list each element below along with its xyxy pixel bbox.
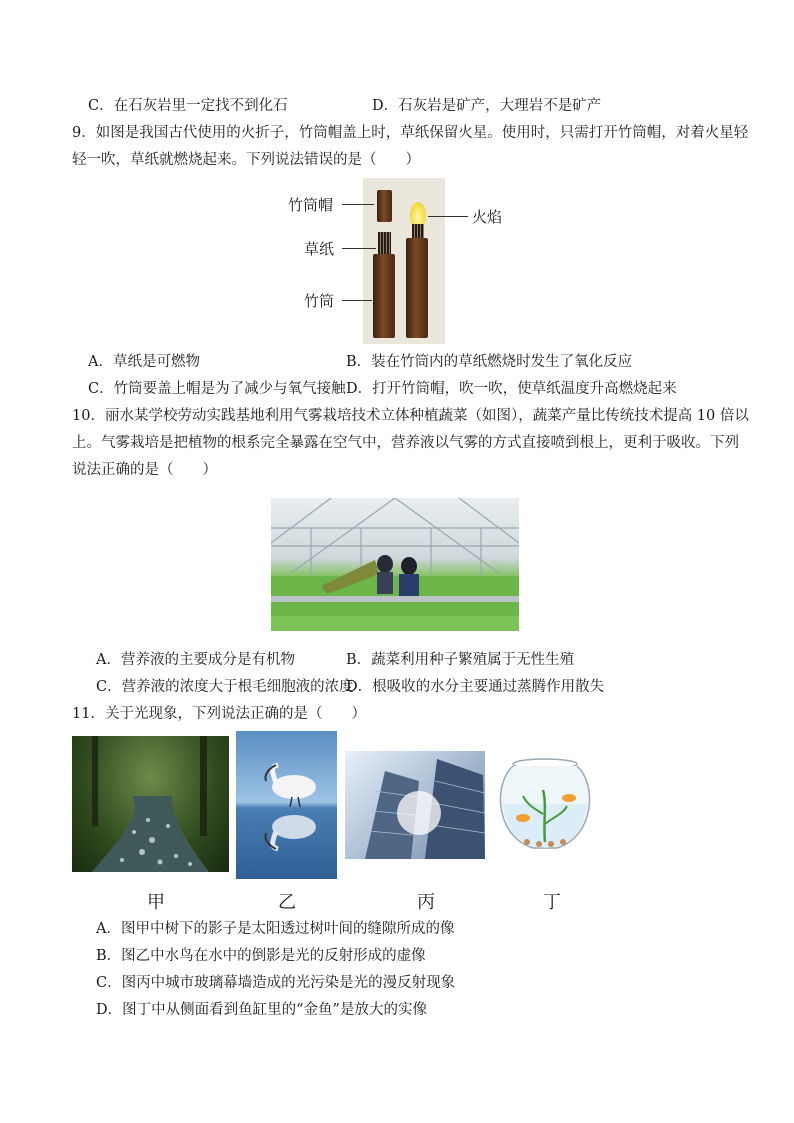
buildings-illustration	[345, 751, 485, 859]
lead-line-flame	[428, 216, 468, 217]
q10-stem-line-2: 上。气雾栽培是把植物的根系完全暴露在空气中，营养液以气雾的方式直接喷到根上，更利于吸收。下列	[72, 435, 739, 451]
photo-ding-fish-bowl	[493, 754, 597, 854]
q10-option-a: A．营养液的主要成分是有机物	[96, 652, 295, 668]
q10-stem-line-3: 说法正确的是（ ）	[72, 462, 217, 478]
label-bamboo-cap: 竹筒帽	[288, 196, 334, 214]
caption-bing: 丙	[417, 892, 435, 913]
q11-option-d: D．图丁中从侧面看到鱼缸里的“金鱼”是放大的实像	[96, 1002, 427, 1018]
lead-line-paper	[342, 248, 376, 249]
q8-option-d: D．石灰岩是矿产，大理岩不是矿产	[372, 98, 602, 114]
lit-bamboo-tube-shape	[406, 238, 428, 338]
q11-stem: 11．关于光现象，下列说法正确的是（ ）	[72, 706, 366, 722]
q9-option-c: C．竹筒要盖上帽是为了减少与氧气接触	[88, 381, 346, 397]
q9-option-b: B．装在竹筒内的草纸燃烧时发生了氧化反应	[346, 354, 633, 370]
bamboo-cap-shape	[377, 190, 392, 222]
caption-yi: 乙	[278, 892, 296, 913]
caption-ding: 丁	[543, 892, 561, 913]
fish-bowl-illustration	[493, 754, 597, 854]
bamboo-tube-shape	[373, 254, 395, 338]
q9-stem-line-2: 轻一吹，草纸就燃烧起来。下列说法错误的是（ ）	[72, 152, 420, 168]
greenhouse-illustration	[271, 498, 519, 631]
label-paper: 草纸	[304, 240, 335, 258]
q10-option-b: B．蔬菜利用种子繁殖属于无性生殖	[346, 652, 575, 668]
q11-option-c: C．图丙中城市玻璃幕墙造成的光污染是光的漫反射现象	[96, 975, 456, 991]
forest-illustration	[72, 736, 229, 872]
q9-option-a: A．草纸是可燃物	[88, 354, 200, 370]
q10-option-c: C．营养液的浓度大于根毛细胞液的浓度	[96, 679, 354, 695]
photo-yi-bird-reflection	[236, 731, 337, 879]
q9-stem-line-1: 9．如图是我国古代使用的火折子，竹筒帽盖上时，草纸保留火星。使用时，只需打开竹筒帽，对着火星轻	[72, 125, 749, 141]
lead-line-cap	[342, 204, 374, 205]
label-flame: 火焰	[472, 208, 503, 226]
q11-option-b: B．图乙中水鸟在水中的倒影是光的反射形成的虚像	[96, 948, 426, 964]
q9-option-d: D．打开竹筒帽，吹一吹，使草纸温度升高燃烧起来	[346, 381, 677, 397]
q10-stem-line-1: 10．丽水某学校劳动实践基地利用气雾栽培技术立体种植蔬菜（如图），蔬菜产量比传统技术提高 10 倍以	[72, 408, 749, 424]
photo-jia-forest	[72, 736, 229, 872]
greenhouse-photo	[271, 498, 519, 631]
caption-jia: 甲	[147, 892, 165, 913]
photo-bing-glass-buildings	[345, 751, 485, 859]
paper-shape	[378, 232, 391, 256]
lead-line-tube	[342, 300, 372, 301]
bird-illustration	[236, 731, 337, 879]
label-bamboo-tube: 竹筒	[304, 292, 335, 310]
q11-option-a: A．图甲中树下的影子是太阳透过树叶间的缝隙所成的像	[96, 921, 455, 937]
fire-starter-diagram	[280, 178, 520, 344]
q10-option-d: D．根吸收的水分主要通过蒸腾作用散失	[346, 679, 605, 695]
q8-option-c: C．在石灰岩里一定找不到化石	[88, 98, 288, 114]
